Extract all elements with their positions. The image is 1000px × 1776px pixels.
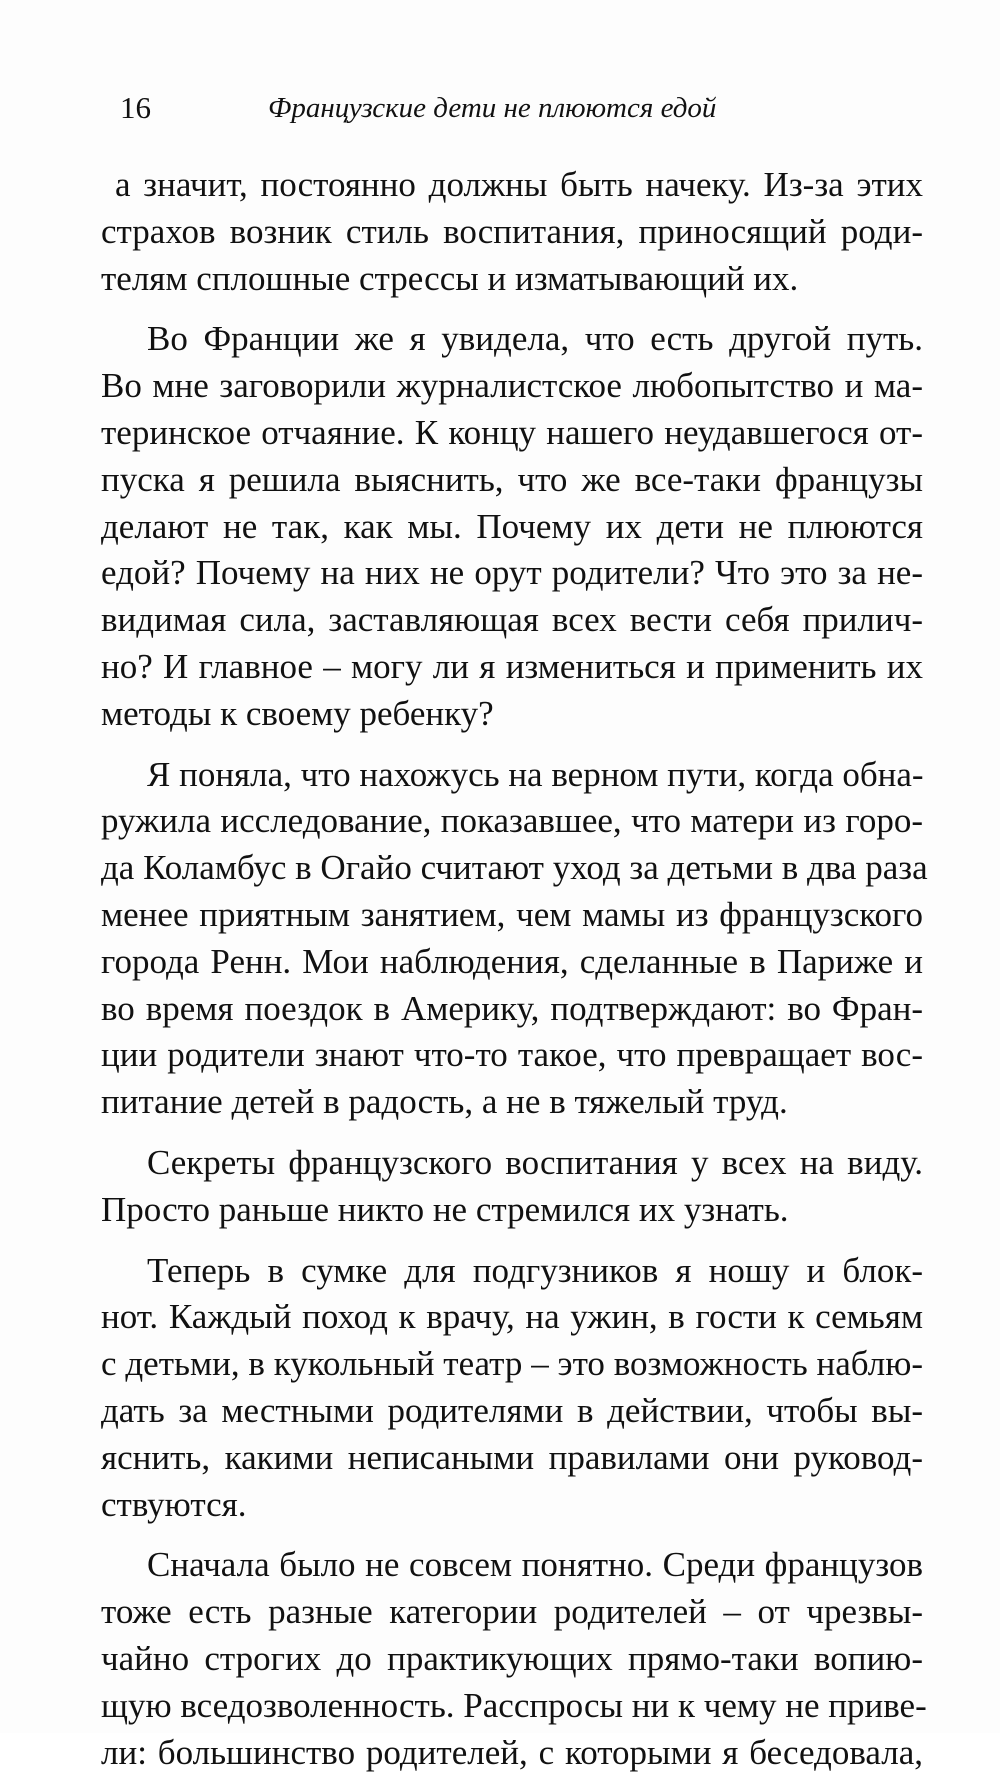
text-line: Теперь в сумке для подгузников я ношу и блок- xyxy=(101,1248,923,1295)
paragraph-4 xyxy=(101,1140,923,1234)
text-line: Просто раньше никто не стремился их узнать. xyxy=(101,1187,923,1234)
text-line: нот. Каждый поход к врачу, на ужин, в гости к семьям xyxy=(101,1294,923,1341)
running-title: Французские дети не плюются едой xyxy=(268,88,716,128)
text-line: во время поездок в Америку, подтверждают: во Фран- xyxy=(101,986,923,1033)
text-line: ции родители знают что-то такое, что превращает вос- xyxy=(101,1032,923,1079)
page-header xyxy=(120,88,800,128)
text-line: чайно строгих до практикующих прямо-таки вопию- xyxy=(101,1636,923,1683)
text-line: Во мне заговорили журналистское любопытство и ма- xyxy=(101,363,923,410)
text-line: едой? Почему на них не орут родители? Что это за не- xyxy=(101,550,923,597)
text-line: Во Франции же я увидела, что есть другой путь. xyxy=(101,316,923,363)
text-line: телям сплошные стрессы и изматывающий их. xyxy=(101,256,923,303)
text-line: питание детей в радость, а не в тяжелый труд. xyxy=(101,1079,923,1126)
text-line: страхов возник стиль воспитания, приносящий роди- xyxy=(101,209,923,256)
text-line: теринское отчаяние. К концу нашего неудавшегося от- xyxy=(101,410,923,457)
body-text xyxy=(101,162,923,1776)
text-line: Я поняла, что нахожусь на верном пути, когда обна- xyxy=(101,752,923,799)
text-line: ружила исследование, показавшее, что матери из горо- xyxy=(101,798,923,845)
text-line: города Ренн. Мои наблюдения, сделанные в Париже и xyxy=(101,939,923,986)
text-line: методы к своему ребенку? xyxy=(101,691,923,738)
text-line: но? И главное – могу ли я измениться и применить их xyxy=(101,644,923,691)
text-line: делают не так, как мы. Почему их дети не плюются xyxy=(101,504,923,551)
text-line: а значит, постоянно должны быть начеку. Из-за этих xyxy=(101,162,923,209)
text-line: пуска я решила выяснить, что же все-таки французы xyxy=(101,457,923,504)
text-line: Секреты французского воспитания у всех на виду. xyxy=(101,1140,923,1187)
paragraph-6 xyxy=(101,1542,923,1776)
text-line: с детьми, в кукольный театр – это возможность наблю- xyxy=(101,1341,923,1388)
page-number: 16 xyxy=(120,88,151,128)
paragraph-5 xyxy=(101,1248,923,1529)
text-line: дать за местными родителями в действии, чтобы вы- xyxy=(101,1388,923,1435)
text-line: ли: большинство родителей, с которыми я беседовала, xyxy=(101,1730,923,1776)
paragraph-1 xyxy=(101,162,923,302)
text-line: Сначала было не совсем понятно. Среди французов xyxy=(101,1542,923,1589)
text-line: щую вседозволенность. Расспросы ни к чему не приве- xyxy=(101,1683,923,1730)
text-line: яснить, какими неписаными правилами они руковод- xyxy=(101,1435,923,1482)
paragraph-3 xyxy=(101,752,923,1126)
text-line: менее приятным занятием, чем мамы из французского xyxy=(101,892,923,939)
paragraph-2 xyxy=(101,316,923,737)
text-line: видимая сила, заставляющая всех вести себя прилич- xyxy=(101,597,923,644)
text-line: тоже есть разные категории родителей – от чрезвы- xyxy=(101,1589,923,1636)
text-line: ствуются. xyxy=(101,1482,923,1529)
text-line: да Коламбус в Огайо считают уход за детьми в два раза xyxy=(101,845,923,892)
